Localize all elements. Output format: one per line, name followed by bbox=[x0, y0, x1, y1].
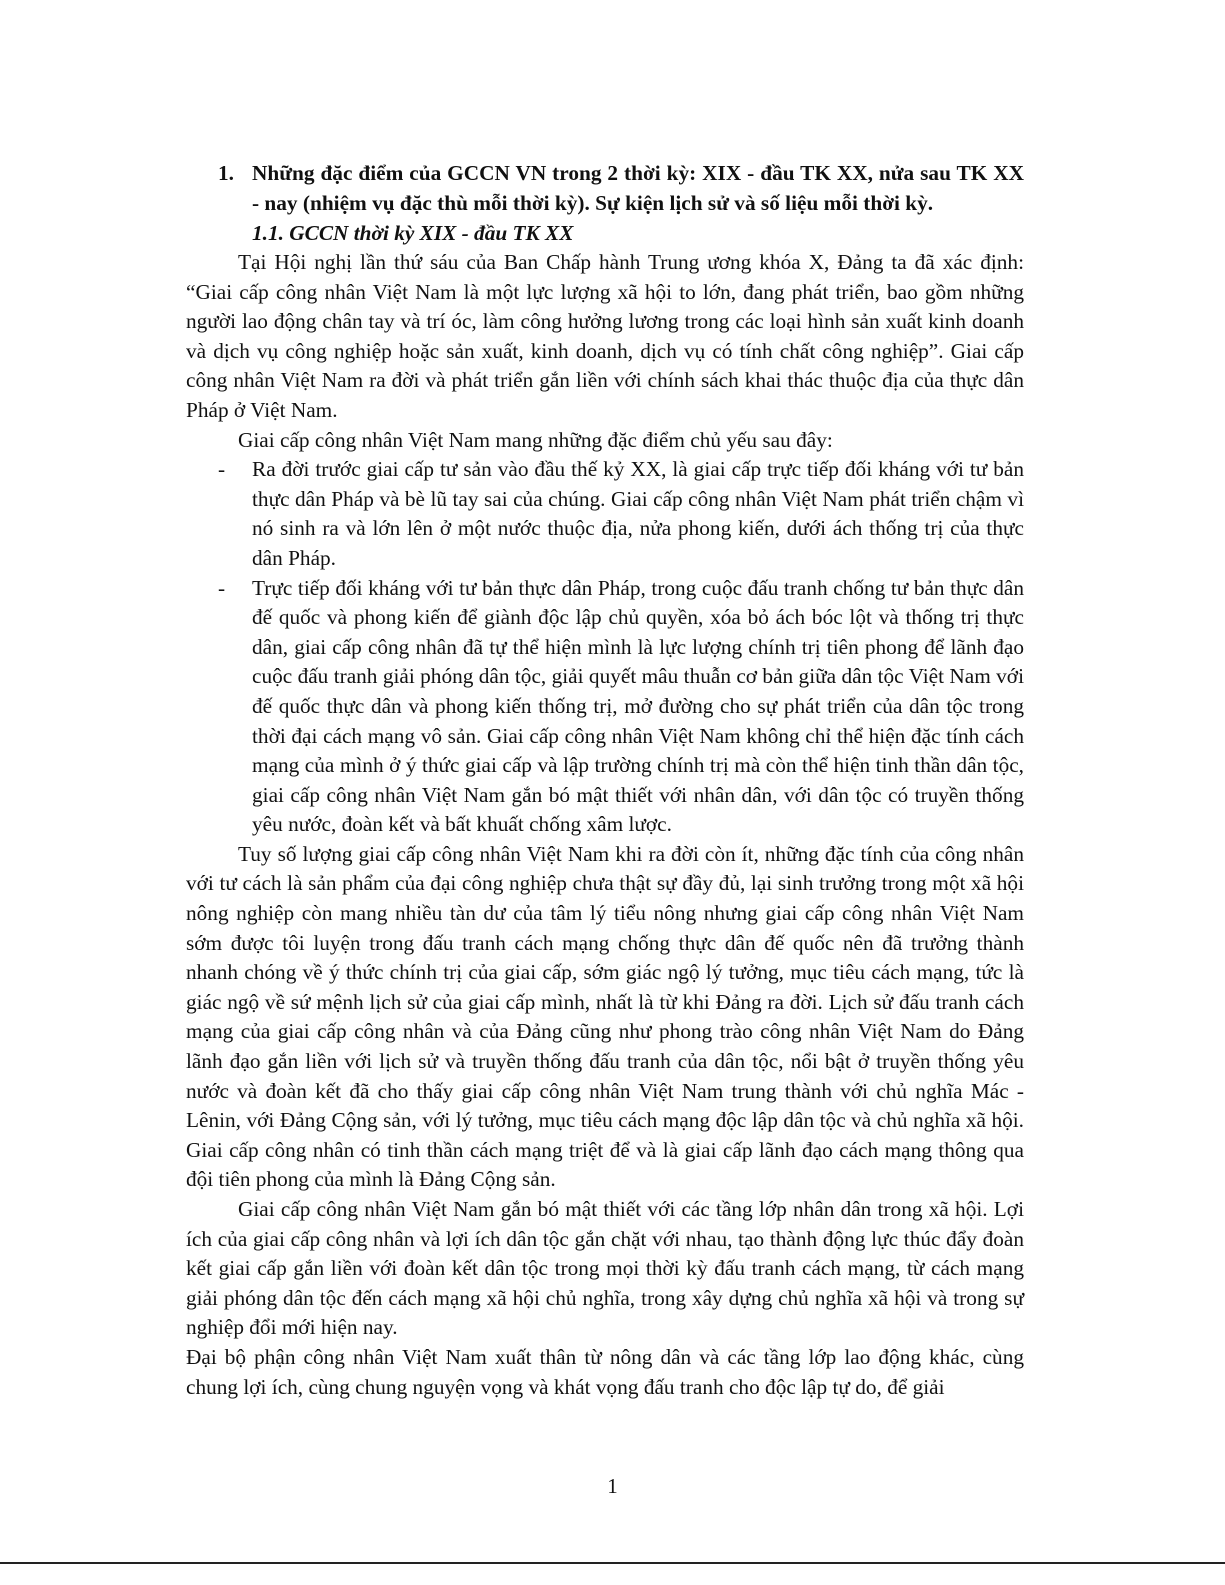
list-item-text: Ra đời trước giai cấp tư sản vào đầu thế kỷ XX, là giai cấp trực tiếp đối kháng với tư bản thực dân Pháp và bè lũ tay sai của chúng. Giai cấp công nhân Việt Nam phát triển chậm vì nó sinh ra và lớn lên ở một nước thuộc địa, nửa phong kiến, dưới ách thống trị của thực dân Pháp. bbox=[252, 457, 1024, 570]
section-heading bbox=[186, 158, 1024, 218]
paragraph-characteristics-lead: Giai cấp công nhân Việt Nam mang những đặc điểm chủ yếu sau đây: bbox=[238, 427, 833, 452]
bullet-dash: - bbox=[218, 457, 226, 482]
list-item bbox=[186, 574, 1024, 840]
bullet-dash: - bbox=[218, 575, 226, 600]
list-item-text: Trực tiếp đối kháng với tư bản thực dân Pháp, trong cuộc đấu tranh chống tư bản thực dân đế quốc và phong kiến để giành độc lập chủ quyền, xóa bỏ ách bóc lột và thống trị thực dân, giai cấp công nhân đã tự thể hiện mình là lực lượng chính trị tiên phong để lãnh đạo cuộc đấu tranh giải phóng dân tộc, giải quyết mâu thuẫn cơ bản giữa dân tộc Việt Nam với đế quốc thực dân và phong kiến thống trị, mở đường cho sự phát triển của dân tộc trong thời đại cách mạng vô sản. Giai cấp công nhân Việt Nam không chỉ thể hiện đặc tính cách mạng của mình ở ý thức giai cấp và lập trường chính trị mà còn thể hiện tinh thần dân tộc, giai cấp công nhân Việt Nam gắn bó mật thiết với nhân dân, với dân tộc có truyền thống yêu nước, đoàn kết và bất khuất chống xâm lược. bbox=[252, 575, 1024, 837]
paragraph-growth: Tuy số lượng giai cấp công nhân Việt Nam khi ra đời còn ít, những đặc tính của công nhân với tư cách là sản phẩm của đại công nghiệp chưa thật sự đầy đủ, lại sinh trưởng trong một xã hội nông nghiệp còn mang nhiều tàn dư của tâm lý tiểu nông nhưng giai cấp công nhân Việt Nam sớm được tôi luyện trong đấu tranh cách mạng chống thực dân đế quốc nên đã trưởng thành nhanh chóng về ý thức chính trị của giai cấp, sớm giác ngộ lý tưởng, mục tiêu cách mạng, tức là giác ngộ về sứ mệnh lịch sử của giai cấp mình, nhất là từ khi Đảng ra đời. Lịch sử đấu tranh cách mạng của giai cấp công nhân và của Đảng cũng như phong trào công nhân Việt Nam do Đảng lãnh đạo gắn liền với lịch sử và truyền thống đấu tranh của dân tộc, nổi bật ở truyền thống yêu nước và đoàn kết đã cho thấy giai cấp công nhân Việt Nam trung thành với chủ nghĩa Mác - Lênin, với Đảng Cộng sản, với lý tưởng, mục tiêu cách mạng độc lập dân tộc và chủ nghĩa xã hội. Giai cấp công nhân có tinh thần cách mạng triệt để và là giai cấp lãnh đạo cách mạng thông qua đội tiên phong của mình là Đảng Cộng sản. bbox=[186, 841, 1024, 1192]
paragraph-unity: Giai cấp công nhân Việt Nam gắn bó mật thiết với các tầng lớp nhân dân trong xã hội. Lợi ích của giai cấp công nhân và lợi ích dân tộc gắn chặt với nhau, tạo thành động lực thúc đẩy đoàn kết giai cấp gắn liền với đoàn kết dân tộc trong mọi thời kỳ đấu tranh cách mạng, từ cách mạng giải phóng dân tộc đến cách mạng xã hội chủ nghĩa, trong xây dựng chủ nghĩa xã hội và trong sự nghiệp đổi mới hiện nay. bbox=[186, 1197, 1024, 1340]
list-item bbox=[186, 455, 1024, 573]
bottom-divider bbox=[0, 1562, 1225, 1564]
page-number: 1 bbox=[607, 1474, 618, 1498]
document-body bbox=[186, 158, 1024, 1402]
section-number: 1. bbox=[218, 161, 234, 185]
section-heading-text: Những đặc điểm của GCCN VN trong 2 thời kỳ: XIX - đầu TK XX, nửa sau TK XX - nay (nhiệm vụ đặc thù mỗi thời kỳ). Sự kiện lịch sử và số liệu mỗi thời kỳ. bbox=[252, 161, 1024, 215]
paragraph-intro: Tại Hội nghị lần thứ sáu của Ban Chấp hành Trung ương khóa X, Đảng ta đã xác định: “Giai cấp công nhân Việt Nam là một lực lượng xã hội to lớn, đang phát triển, bao gồm những người lao động chân tay và trí óc, làm công hưởng lương trong các loại hình sản xuất kinh doanh và dịch vụ công nghiệp hoặc sản xuất, kinh doanh, dịch vụ có tính chất công nghiệp”. Giai cấp công nhân Việt Nam ra đời và phát triển gắn liền với chính sách khai thác thuộc địa của thực dân Pháp ở Việt Nam. bbox=[186, 250, 1024, 422]
subsection-heading: 1.1. GCCN thời kỳ XIX - đầu TK XX bbox=[252, 221, 574, 245]
paragraph-origin: Đại bộ phận công nhân Việt Nam xuất thân từ nông dân và các tầng lớp lao động khác, cùng chung lợi ích, cùng chung nguyện vọng và khát vọng đấu tranh cho độc lập tự do, để giải bbox=[186, 1344, 1024, 1399]
